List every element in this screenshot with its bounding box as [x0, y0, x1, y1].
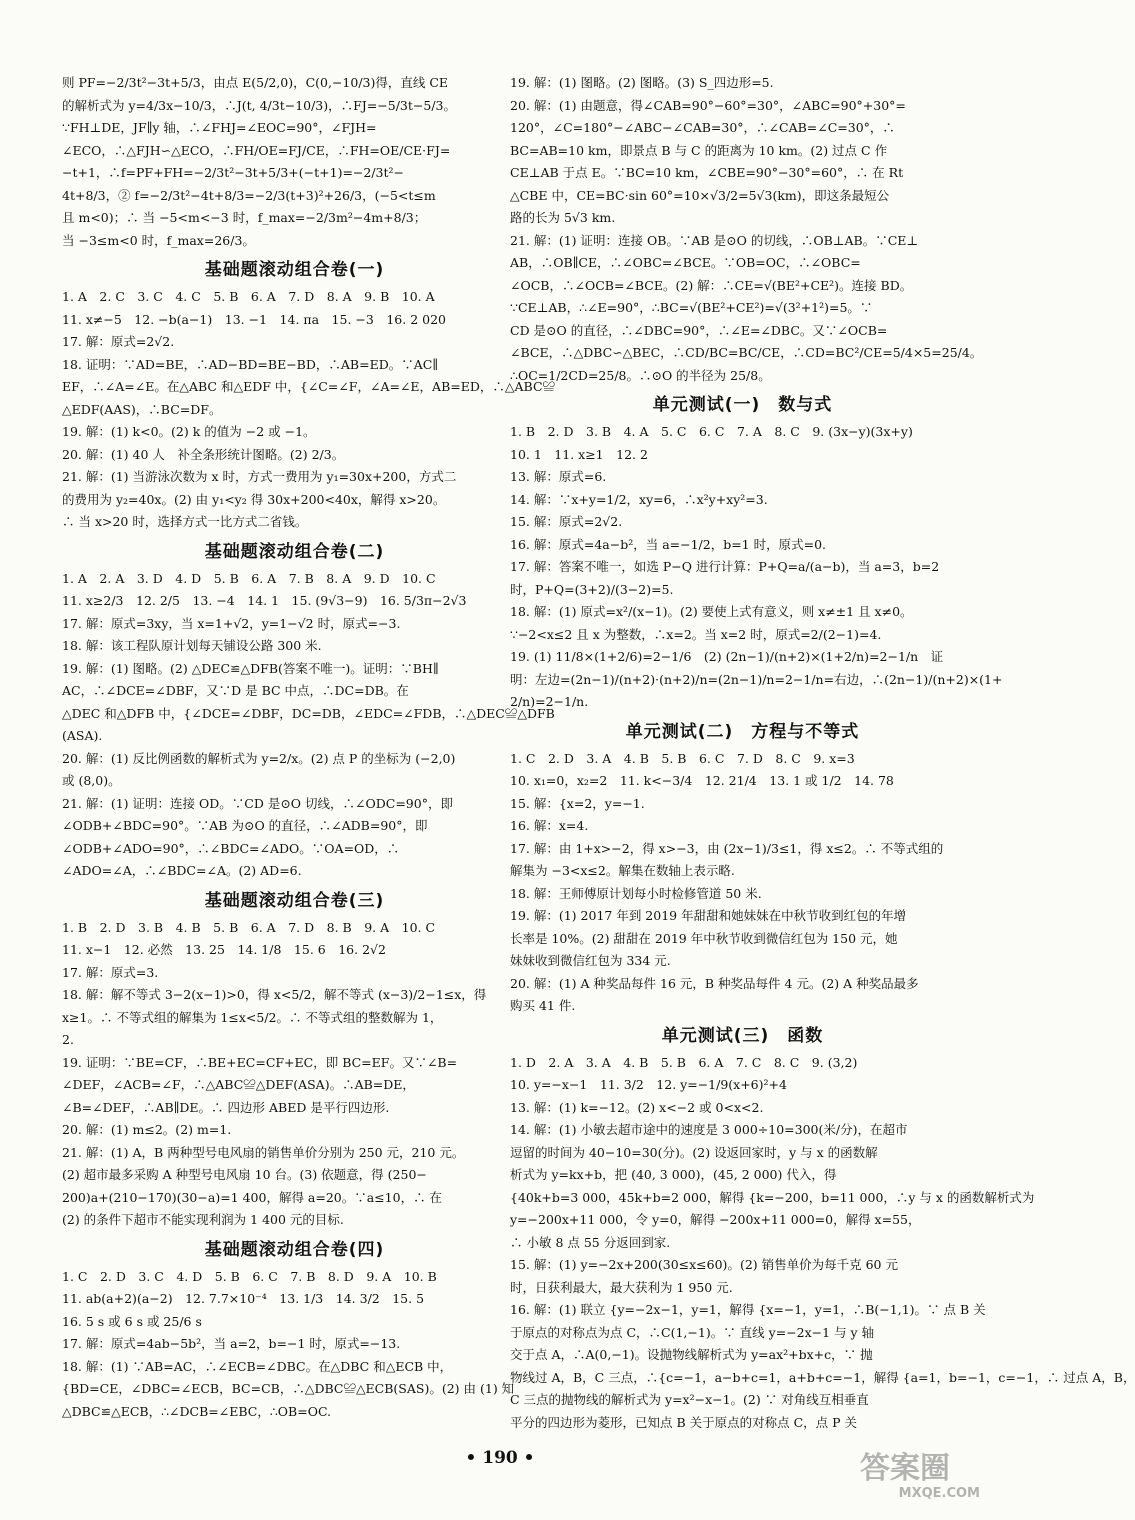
answer-line: ∠BCE，∴△DBC∽△BEC，∴CD/BC=BC/CE，∴CD=BC²/CE=5/4×5=25/4。 — [510, 345, 983, 360]
answer-line: 17. 解：答案不唯一，如选 P−Q 进行计算：P+Q=a/(a−b)，当 a=3，b=2 — [510, 559, 940, 574]
answer-line: 4t+8/3，② f=−2/3t²−4t+8/3=−2/3(t+3)²+26/3，(−5<t≤m — [62, 187, 436, 203]
answer-line: 1. C 2. D 3. A 4. B 5. B 6. C 7. D 8. C 9. x=3 — [510, 750, 855, 766]
answer-line: 18. 解：解不等式 3−2(x−1)>0，得 x<5/2，解不等式 (x−3)/2−1≤x，得 — [62, 987, 487, 1002]
answer-line: 19. 证明：∵BE=CF，∴BE+EC=CF+EC，即 BC=EF。又∵∠B= — [62, 1054, 458, 1070]
answer-line: 解集为 −3<x≤2。解集在数轴上表示略. — [510, 863, 735, 878]
answer-line: y=−200x+11 000，令 y=0，解得 −200x+11 000=0，解得 x=55， — [510, 1212, 921, 1227]
answer-line: CD 是⊙O 的直径，∴∠DBC=90°，∴∠E=∠DBC。又∵∠OCB= — [510, 322, 888, 338]
section-heading: 基础题滚动组合卷(二) — [204, 541, 385, 562]
watermark-logo — [860, 1452, 980, 1512]
answer-line: 且 m<0)；∴ 当 −5<m<−3 时，f_max=−2/3m²−4m+8/3； — [62, 210, 427, 225]
answer-line: ∠ODB+∠BDC=90°。∵AB 为⊙O 的直径，∴∠ADB=90°，即 — [62, 818, 428, 833]
answer-line: 120°，∠C=180°−∠ABC−∠CAB=30°，∴∠CAB=∠C=30°，∴ — [510, 120, 895, 135]
answer-line: 16. 解：x=4. — [510, 818, 589, 833]
answer-line: ∠OCB，∴∠OCB=∠BCE。(2) 解：∴CE=√(BE²+CE²)。连接 BD。 — [510, 277, 913, 293]
answer-line: 时，P+Q=(3+2)/(3−2)=5. — [510, 581, 674, 597]
answer-line: 13. 解：原式=6. — [510, 469, 607, 484]
answer-line: 19. (1) 11/8×(1+2/6)=2−1/6 (2) (2n−1)/(n+2)×(1+2/n)=2−1/n 证 — [510, 649, 944, 664]
answer-line: 14. 解：∵x+y=1/2，xy=6，∴x²y+xy²=3. — [510, 491, 768, 507]
answer-line: −t+1，∴f=PF+FH=−2/3t²−3t+5/3+(−t+1)=−2/3t²− — [62, 165, 405, 180]
answer-line: 的费用为 y₂=40x。(2) 由 y₁<y₂ 得 30x+200<40x，解得 x>20。 — [62, 491, 446, 507]
answer-line: AB，∴OB∥CE，∴∠OBC=∠BCE。∵OB=OC，∴∠OBC= — [510, 255, 861, 270]
answer-line: 11. x≠−5 12. −b(a−1) 13. −1 14. πa 15. −3 16. 2 020 — [62, 311, 446, 327]
answer-line: 13. 解：(1) k=−12。(2) x<−2 或 0<x<2. — [510, 1099, 764, 1115]
answer-line: 2/n)=2−1/n. — [510, 694, 589, 709]
answer-line: 17. 解：原式=2√2. — [62, 334, 175, 349]
answer-line: 20. 解：(1) A 种奖品每件 16 元，B 种奖品每件 4 元。(2) A 种奖品最多 — [510, 975, 919, 991]
answer-line: 1. B 2. D 3. B 4. B 5. B 6. A 7. D 8. B 9. A 10. C — [62, 919, 436, 935]
answer-line: ∵FH⊥DE，JF∥y 轴，∴∠FHJ=∠EOC=90°，∠FJH= — [62, 120, 377, 135]
answer-line: 平分的四边形为菱形，已知点 B 关于原点的对称点 C，点 P 关 — [510, 1414, 858, 1430]
right-column — [510, 72, 1135, 1434]
answer-line: ∠ODB+∠ADO=90°，∴∠BDC=∠ADO。∵OA=OD，∴ — [62, 840, 400, 856]
answer-line: 21. 解：(1) 证明：连接 OD。∵CD 是⊙O 切线，∴∠ODC=90°，即 — [62, 795, 453, 811]
answer-line: (2) 的条件下超市不能实现利润为 1 400 元的目标. — [62, 1212, 344, 1227]
answer-line: 17. 解：原式=4ab−5b²，当 a=2，b=−1 时，原式=−13. — [62, 1336, 401, 1351]
answer-line: 购买 41 件. — [510, 998, 576, 1013]
answer-line: ∠ADO=∠A，∴∠BDC=∠A。(2) AD=6. — [62, 863, 302, 878]
answer-line: 16. 5 s 或 6 s 或 25/6 s — [62, 1313, 202, 1329]
answer-line: AC，∴∠DCE=∠DBF，又∵D 是 BC 中点，∴DC=DB。在 — [62, 683, 409, 698]
answer-line: 17. 解：由 1+x>−2，得 x>−3，由 (2x−1)/3≤1，得 x≤2。∴ 不等式组的 — [510, 840, 944, 856]
answer-line: {BD=CE，∠DBC=∠ECB，BC=CB，∴△DBC≌△ECB(SAS)。(2) 由 (1) 知 — [62, 1381, 515, 1396]
answer-line: 11. x−1 12. 必然 13. 25 14. 1/8 15. 6 16. 2√2 — [62, 942, 386, 957]
section-heading: 基础题滚动组合卷(一) — [204, 260, 385, 280]
answer-line: 19. 解：(1) 图略。(2) 图略。(3) S_四边形=5. — [510, 75, 774, 90]
answer-line: ∠DEF，∠ACB=∠F，∴△ABC≌△DEF(ASA)。∴AB=DE， — [62, 1077, 415, 1092]
answer-line: 逗留的时间为 40−10=30(分)。(2) 设返回家时，y 与 x 的函数解 — [510, 1144, 878, 1160]
answer-line: 19. 解：(1) 图略。(2) △DEC≌△DFB(答案不唯一)。证明：∵BH∥ — [62, 660, 439, 676]
answer-line: 1. B 2. D 3. B 4. A 5. C 6. C 7. A 8. C 9. (3x−y)(3x+y) — [510, 424, 913, 439]
answer-line: 1. C 2. D 3. C 4. D 5. B 6. C 7. B 8. D 9. A 10. B — [62, 1268, 437, 1284]
answer-line: 10. y=−x−1 11. 3/2 12. y=−1/9(x+6)²+4 — [510, 1077, 787, 1092]
answer-line: △CBE 中，CE=BC·sin 60°=10×√3/2=5√3(km)，即这条最短公 — [510, 187, 890, 203]
answer-line: CE⊥AB 于点 E。∵BC=10 km，∠CBE=90°−30°=60°，∴ 在 Rt — [510, 165, 904, 180]
answer-line: 明：左边=(2n−1)/(n+2)·(n+2)/n=(2n−1)/n=2−1/n=右边，∴(2n−1)/(n+2)×(1+ — [510, 671, 1003, 687]
answer-line: 200)a+(210−170)(30−a)=1 400，解得 a=20。∵a≤10，∴ 在 — [62, 1189, 443, 1205]
answer-line: (2) 超市最多采购 A 种型号电风扇 10 台。(3) 依题意，得 (250− — [62, 1167, 427, 1182]
answer-line: 或 (8,0)。 — [62, 773, 121, 788]
answer-line: BC=AB=10 km，即景点 B 与 C 的距离为 10 km。(2) 过点 C 作 — [510, 142, 888, 158]
answer-line: 16. 解：原式=4a−b²，当 a=−1/2，b=1 时，原式=0. — [510, 536, 827, 552]
watermark-text: 答案圈 — [860, 1451, 950, 1486]
section-heading: 单元测试(三) 函数 — [661, 1025, 824, 1046]
answer-line: 17. 解：原式=3. — [62, 964, 159, 980]
answer-line: 18. 解：(1) ∵AB=AC，∴∠ECB=∠DBC。在△DBC 和△ECB 中， — [62, 1358, 453, 1374]
section-heading: 基础题滚动组合卷(三) — [204, 890, 385, 911]
answer-line: 妹妹收到微信红包为 334 元. — [510, 953, 671, 968]
answer-line: {40k+b=3 000，45k+b=2 000，解得 {k=−200，b=11 000，∴y 与 x 的函数解析式为 — [510, 1189, 1035, 1205]
answer-line: 20. 解：(1) 反比例函数的解析式为 y=2/x。(2) 点 P 的坐标为 (−2,0) — [62, 750, 456, 766]
answer-line: △EDF(AAS)，∴BC=DF。 — [62, 401, 222, 417]
answer-line: 11. ab(a+2)(a−2) 12. 7.7×10⁻⁴ 13. 1/3 14. 3/2 15. 5 — [62, 1291, 425, 1306]
answer-line: 19. 解：(1) k<0。(2) k 的值为 −2 或 −1。 — [62, 424, 316, 439]
answer-line: 的解析式为 y=4/3x−10/3，∴J(t, 4/3t−10/3)，∴FJ=−5/3t−5/3。 — [62, 97, 457, 113]
answer-line: ∴ 当 x>20 时，选择方式一比方式二省钱。 — [62, 514, 308, 529]
answer-line: 11. x≥2/3 12. 2/5 13. −4 14. 1 15. (9√3−9) 16. 5/3π−2√3 — [62, 593, 467, 608]
answer-line: ∵−2<x≤2 且 x 为整数，∴x=2。当 x=2 时，原式=2/(2−1)=4. — [510, 626, 882, 642]
answer-line: 20. 解：(1) 40 人 补全条形统计图略。(2) 2/3。 — [62, 446, 345, 462]
section-heading: 单元测试(一) 数与式 — [652, 395, 833, 415]
answer-line: 于原点的对称点为点 C，∴C(1,−1)。∵ 直线 y=−2x−1 与 y 轴 — [510, 1324, 875, 1340]
answer-line: 路的长为 5√3 km. — [510, 210, 616, 225]
answer-line: 18. 证明：∵AD=BE，∴AD−BD=BE−BD，∴AB=ED。∵AC∥ — [62, 356, 439, 372]
answer-line: △DEC 和△DFB 中，{∠DCE=∠DBF，DC=DB，∠EDC=∠FDB，∴△DEC≌△DFB — [62, 705, 555, 721]
answer-line: 18. 解：王师傅原计划每小时检修管道 50 米. — [510, 885, 762, 901]
answer-line: 物线过 A，B，C 三点，∴{c=−1，a−b+c=1，a+b+c=−1，解得 {a=1，b=−1，c=−1，∴ 过点 A，B， — [510, 1369, 1135, 1385]
answer-line: 15. 解：(1) y=−2x+200(30≤x≤60)。(2) 销售单价为每千克 60 元 — [510, 1257, 898, 1272]
answer-line: ∴OC=1/2CD=25/8。∴⊙O 的半径为 25/8。 — [510, 367, 771, 383]
answer-line: ∴ 小敏 8 点 55 分返回到家. — [510, 1234, 671, 1250]
answer-line: ∵CE⊥AB，∴∠E=90°，∴BC=√(BE²+CE²)=√(3²+1²)=5。∵ — [510, 300, 873, 315]
answer-line: 10. x₁=0，x₂=2 11. k<−3/4 12. 21/4 13. 1 或 1/2 14. 78 — [510, 773, 894, 788]
answer-line: 18. 解：(1) 原式=x²/(x−1)。(2) 要使上式有意义，则 x≠±1 且 x≠0。 — [510, 604, 913, 619]
answer-line: 时，日获利最大，最大获利为 1 950 元. — [510, 1279, 733, 1295]
answer-line: 16. 解：(1) 联立 {y=−2x−1，y=1，解得 {x=−1，y=1，∴B(−1,1)。∵ 点 B 关 — [510, 1302, 986, 1317]
answer-line: 21. 解：(1) 当游泳次数为 x 时，方式一费用为 y₁=30x+200，方式二 — [62, 469, 457, 484]
answer-line: 20. 解：(1) 由题意，得∠CAB=90°−60°=30°，∠ABC=90°+30°= — [510, 97, 906, 113]
answer-line: 1. A 2. C 3. C 4. C 5. B 6. A 7. D 8. A 9. B 10. A — [62, 289, 435, 304]
answer-line: 17. 解：原式=3xy，当 x=1+√2，y=1−√2 时，原式=−3. — [62, 615, 401, 631]
answer-line: 21. 解：(1) A，B 两种型号电风扇的销售单价分别为 250 元，210 元。 — [62, 1144, 465, 1160]
answer-line: C 三点的抛物线的解析式为 y=x²−x−1。(2) ∵ 对角线互相垂直 — [510, 1392, 869, 1407]
answer-line: EF，∴∠A=∠E。在△ABC 和△EDF 中，{∠C=∠F，∠A=∠E，AB=ED，∴△ABC≌ — [62, 379, 556, 394]
section-heading: 单元测试(二) 方程与不等式 — [625, 721, 860, 742]
answer-line: 则 PF=−2/3t²−3t+5/3，由点 E(5/2,0)，C(0,−10/3)得，直线 CE — [62, 75, 449, 90]
answer-line: △DBC≌△ECB，∴∠DCB=∠EBC，∴OB=OC. — [62, 1403, 332, 1419]
answer-line: 1. D 2. A 3. A 4. B 5. B 6. A 7. C 8. C 9. (3,2) — [510, 1054, 858, 1070]
answer-line: ∠B=∠DEF，∴AB∥DE。∴ 四边形 ABED 是平行四边形. — [62, 1099, 390, 1115]
answer-line: 10. 1 11. x≥1 12. 2 — [510, 446, 648, 462]
answer-line: 15. 解：{x=2，y=−1. — [510, 795, 645, 811]
answer-line: 21. 解：(1) 证明：连接 OB。∵AB 是⊙O 的切线，∴OB⊥AB。∵CE⊥ — [510, 232, 919, 248]
answer-line: 15. 解：原式=2√2. — [510, 514, 623, 529]
answer-line: 当 −3≤m<0 时，f_max=26/3。 — [62, 232, 255, 248]
answer-line: 交于点 A，∴A(0,−1)。设抛物线解析式为 y=ax²+bx+c，∵ 抛 — [510, 1347, 873, 1362]
answer-line: x≥1。∴ 不等式组的解集为 1≤x<5/2。∴ 不等式组的整数解为 1， — [62, 1009, 443, 1025]
answer-line: 19. 解：(1) 2017 年到 2019 年甜甜和她妹妹在中秋节收到红包的年增 — [510, 908, 907, 923]
page-number: • 190 • — [465, 1448, 535, 1468]
answer-line: 长率是 10%。(2) 甜甜在 2019 年中秋节收到微信红包为 150 元，她 — [510, 930, 898, 946]
answer-line: 18. 解：该工程队原计划每天铺设公路 300 米. — [62, 638, 322, 653]
section-heading: 基础题滚动组合卷(四) — [204, 1239, 385, 1260]
answer-line: 14. 解：(1) 小敏去超市途中的速度是 3 000÷10=300(米/分)，在超市 — [510, 1122, 908, 1137]
answer-line: ∠ECO，∴△FJH∽△ECO，∴FH/OE=FJ/CE，∴FH=OE/CE·FJ= — [62, 142, 451, 158]
watermark-url: MXQE.COM — [898, 1486, 980, 1501]
answer-line: 析式为 y=kx+b，把 (40, 3 000)，(45, 2 000) 代入，得 — [510, 1167, 837, 1182]
answer-line: (ASA). — [62, 728, 103, 743]
answer-line: 2. — [62, 1032, 74, 1047]
answer-line: 20. 解：(1) m≤2。(2) m=1. — [62, 1122, 232, 1137]
answer-line: 1. A 2. A 3. D 4. D 5. B 6. A 7. B 8. A 9. D 10. C — [62, 570, 436, 586]
